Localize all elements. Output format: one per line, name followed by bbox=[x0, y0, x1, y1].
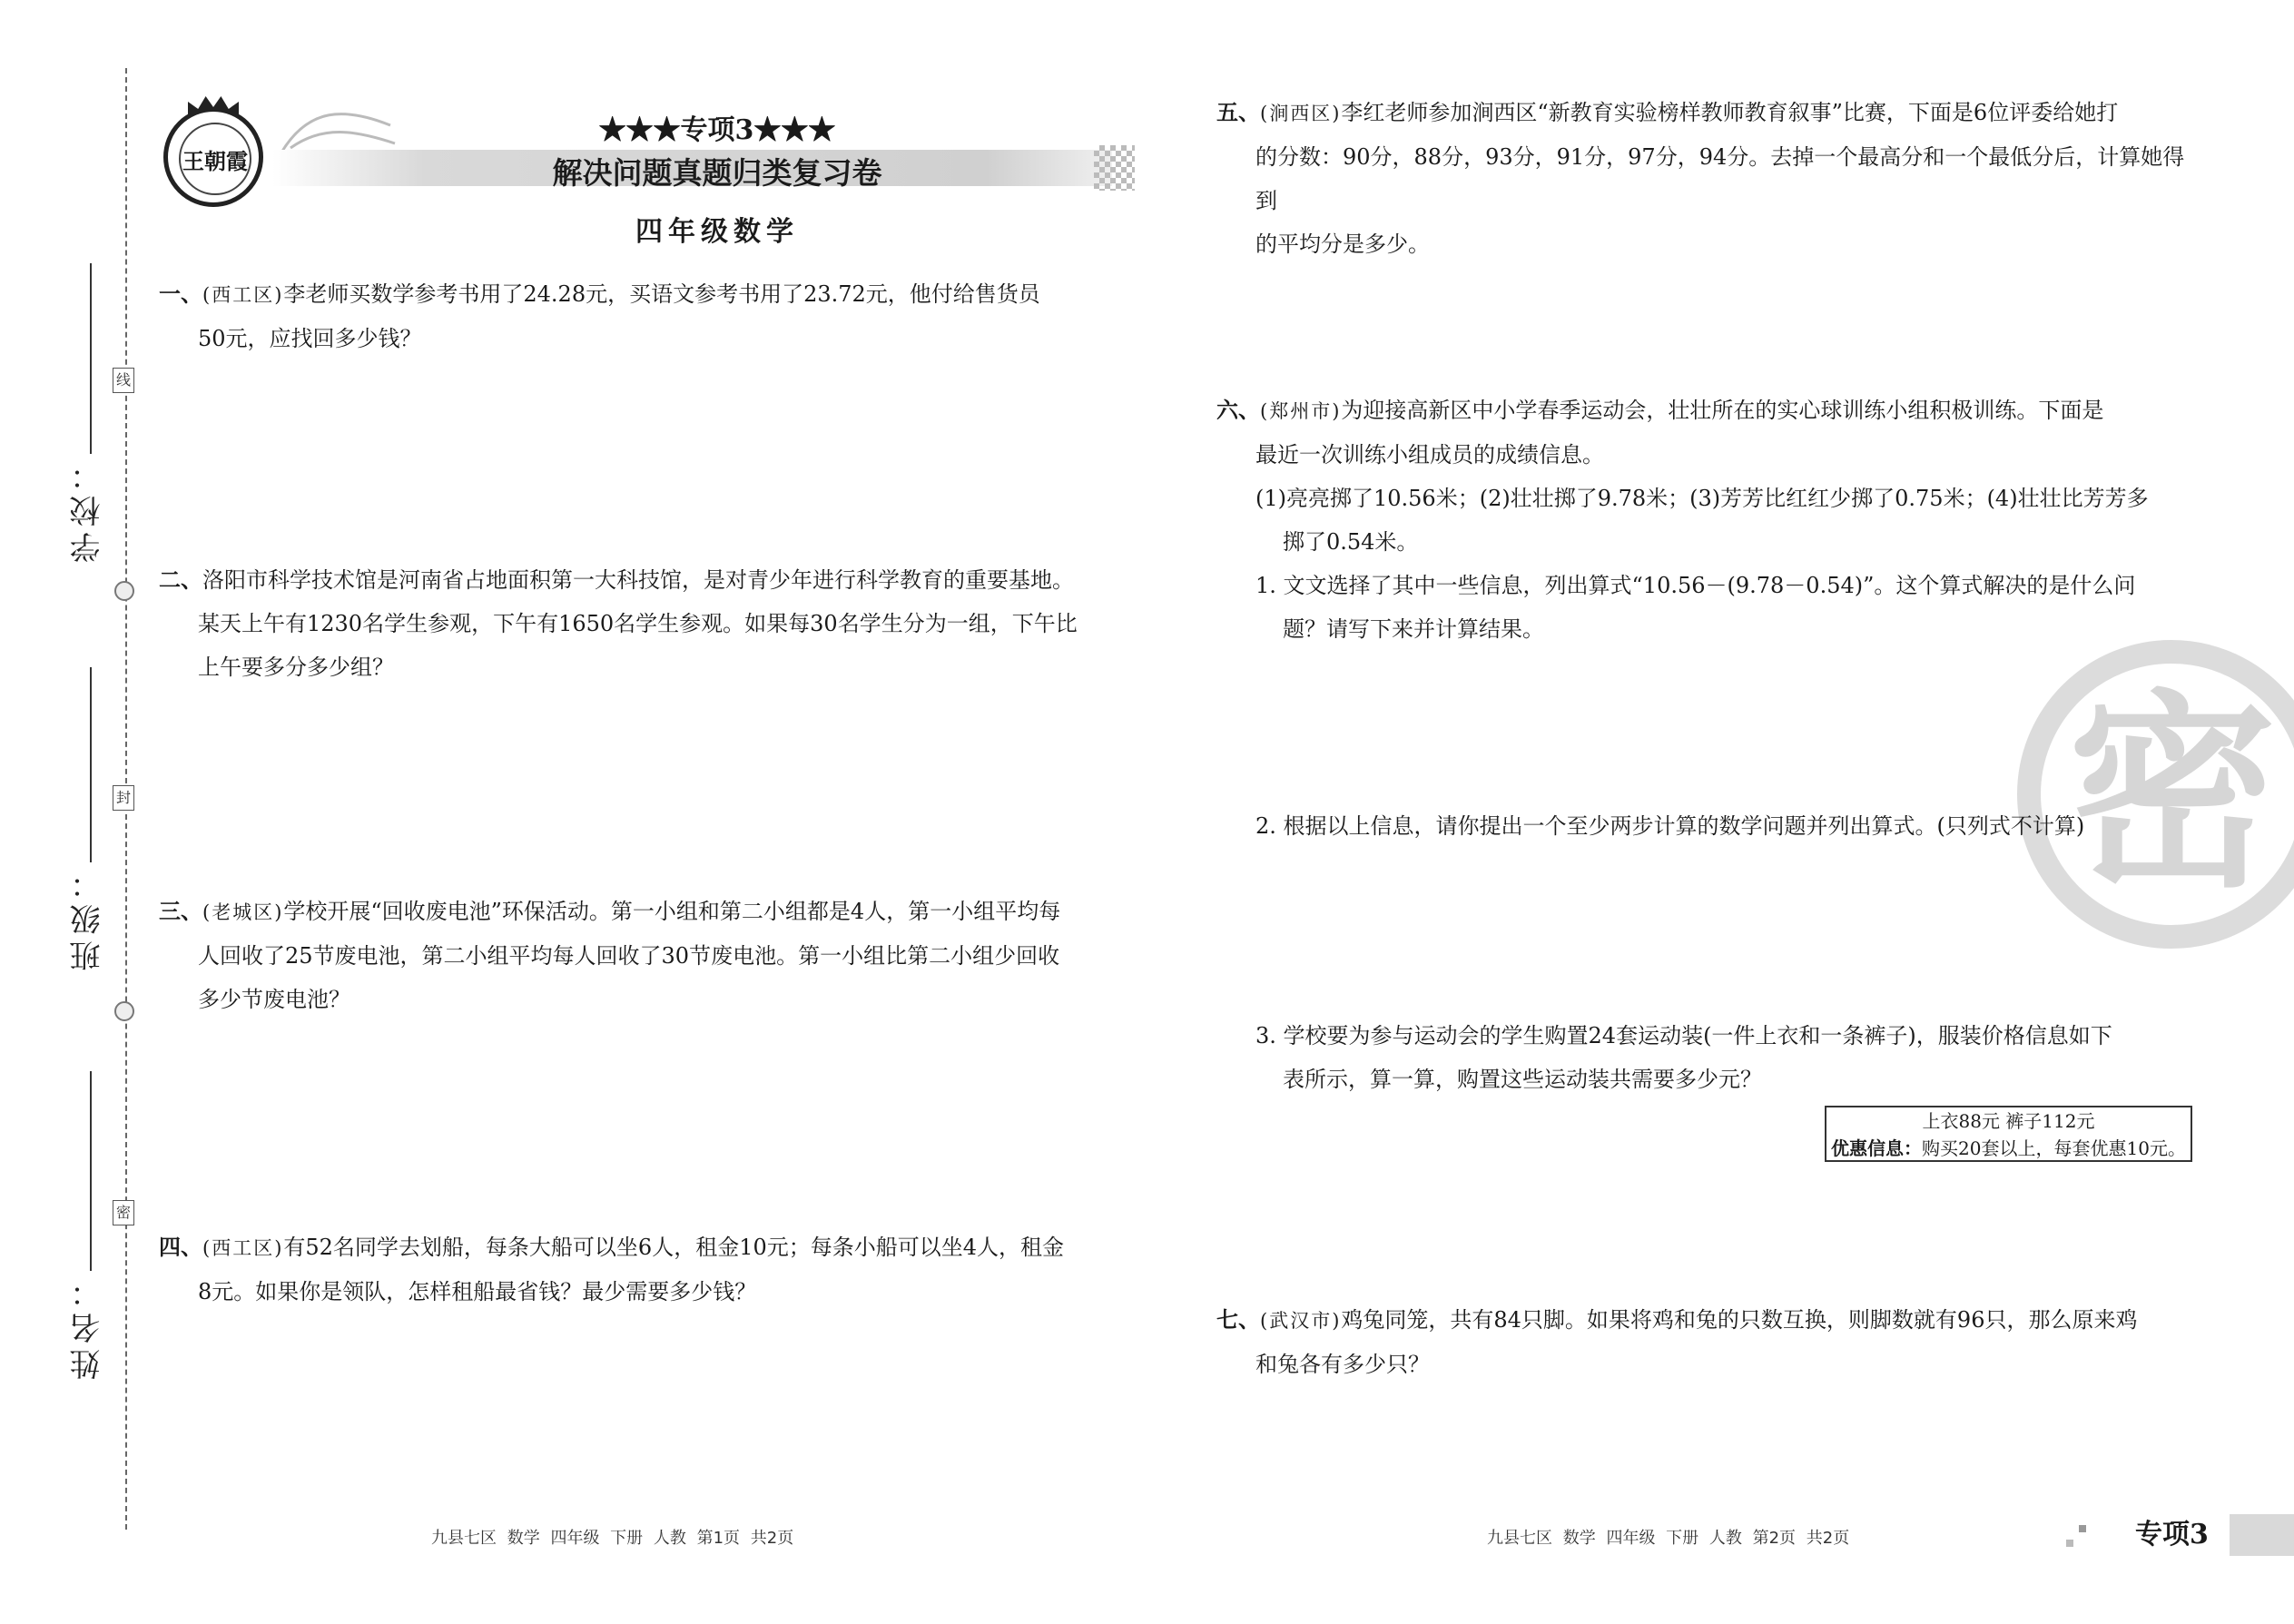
price-line: 上衣88元 裤子112元 bbox=[1922, 1110, 2095, 1132]
school-field[interactable] bbox=[90, 263, 92, 454]
question-number: 五、 bbox=[1216, 99, 1260, 125]
question-text: 的平均分是多少。 bbox=[1255, 231, 1430, 257]
question-region: (老城区) bbox=[202, 901, 284, 923]
question-text: 某天上午有1230名学生参观，下午有1650名学生参观。如果每30名学生分为一组，下午比 bbox=[198, 611, 1078, 636]
question-text: 人回收了25节废电池，第二小组平均每人回收了30节废电池。第一小组比第二小组少回收 bbox=[198, 943, 1060, 969]
question-region: (武汉市) bbox=[1260, 1310, 1342, 1332]
question-text: 洛阳市科学技术馆是河南省占地面积第一大科技馆，是对青少年进行科学教育的重要基地。 bbox=[202, 567, 1074, 593]
footer-right: 九县七区 数学 四年级 下册 人教 第2页 共2页 bbox=[1487, 1529, 1850, 1548]
binding-ornament bbox=[114, 581, 134, 601]
question-text: 最近一次训练小组成员的成绩信息。 bbox=[1255, 442, 1604, 468]
question-7 bbox=[1216, 1298, 2197, 1386]
question-text: 上午要多分多少组？ bbox=[198, 655, 394, 680]
question-text: 为迎接高新区中小学春季运动会，壮壮所在的实心球训练小组积极训练。下面是 bbox=[1341, 398, 2104, 423]
question-text: 50元，应找回多少钱？ bbox=[198, 326, 422, 351]
series-label: ★★★专项3★★★ bbox=[598, 114, 836, 146]
subquestion-text: 3. 学校要为参与运动会的学生购置24套运动装(一件上衣和一条裤子)，服装价格信息如下 bbox=[1255, 1023, 2112, 1048]
discount-label: 优惠信息： bbox=[1831, 1137, 1923, 1159]
question-1 bbox=[159, 272, 1139, 360]
seal-mark-line: 线 bbox=[113, 368, 134, 393]
section-tab-label: 专项3 bbox=[2135, 1519, 2209, 1550]
class-label: 班级： bbox=[70, 862, 106, 971]
question-region: (西工区) bbox=[202, 284, 284, 306]
question-text: 鸡兔同笼，共有84只脚。如果将鸡和兔的只数互换，则脚数就有96只，那么原来鸡 bbox=[1341, 1307, 2138, 1333]
page-title: 解决问题真题归类复习卷 bbox=[552, 155, 882, 191]
info-list: 掷了0.54米。 bbox=[1283, 529, 1419, 555]
name-field[interactable] bbox=[90, 1071, 92, 1271]
tab-decoration bbox=[2066, 1540, 2073, 1547]
question-text: 有52名同学去划船，每条大船可以坐6人，租金10元；每条小船可以坐4人，租金 bbox=[283, 1235, 1065, 1260]
question-text: 和兔各有多少只？ bbox=[1255, 1352, 1430, 1377]
section-tab-bar bbox=[2230, 1514, 2294, 1556]
question-number: 三、 bbox=[159, 898, 202, 924]
subquestion-text: 表所示，算一算，购置这些运动装共需要多少元？ bbox=[1283, 1067, 1762, 1092]
question-text: 李红老师参加涧西区“新教育实验榜样教师教育叙事”比赛，下面是6位评委给她打 bbox=[1341, 100, 2119, 125]
info-list: (1)亮亮掷了10.56米；(2)壮壮掷了9.78米；(3)芳芳比红红少掷了0.75米；(4)壮壮比芳芳多 bbox=[1255, 486, 2149, 511]
question-number: 七、 bbox=[1216, 1306, 1260, 1333]
question-number: 四、 bbox=[159, 1234, 202, 1260]
question-3 bbox=[159, 890, 1139, 1021]
seal-mark-secret: 密 bbox=[113, 1200, 134, 1225]
question-text: 多少节废电池？ bbox=[198, 987, 350, 1012]
page-subtitle: 四年级数学 bbox=[635, 216, 799, 248]
question-4 bbox=[159, 1225, 1139, 1314]
footer-left: 九县七区 数学 四年级 下册 人教 第1页 共2页 bbox=[431, 1529, 794, 1548]
name-label: 姓名： bbox=[70, 1271, 106, 1380]
price-info-box bbox=[1825, 1106, 2192, 1162]
question-text: 的分数：90分，88分，93分，91分，97分，94分。去掉一个最高分和一个最低分后，计算她得到 bbox=[1255, 144, 2185, 213]
question-text: 李老师买数学参考书用了24.28元，买语文参考书用了23.72元，他付给售货员 bbox=[283, 281, 1040, 307]
question-number: 二、 bbox=[159, 566, 202, 593]
discount-text: 购买20套以上，每套优惠10元。 bbox=[1922, 1137, 2186, 1159]
watermark-seal bbox=[2017, 640, 2294, 949]
question-2 bbox=[159, 558, 1139, 689]
subquestion-2: 2. 根据以上信息，请你提出一个至少两步计算的数学问题并列出算式。(只列式不计算) bbox=[1255, 813, 2085, 839]
question-text: 学校开展“回收废电池”环保活动。第一小组和第二小组都是4人，第一小组平均每 bbox=[283, 899, 1061, 924]
question-number: 一、 bbox=[159, 281, 202, 307]
question-text: 8元。如果你是领队，怎样租船最省钱？最少需要多少钱？ bbox=[198, 1279, 757, 1304]
question-region: (涧西区) bbox=[1260, 103, 1342, 124]
banner-checker-pattern bbox=[1094, 145, 1135, 191]
logo-text: 王朝霞 bbox=[179, 123, 251, 195]
publisher-logo bbox=[163, 107, 263, 207]
question-region: (郑州市) bbox=[1260, 400, 1342, 422]
binding-ornament bbox=[114, 1001, 134, 1021]
subquestion-3 bbox=[1255, 1014, 2200, 1101]
subquestion-1: 1. 文文选择了其中一些信息，列出算式“10.56－(9.78－0.54)”。这个算式解决的是什么问 bbox=[1255, 573, 2136, 598]
question-6 bbox=[1216, 389, 2197, 651]
question-5 bbox=[1216, 91, 2197, 266]
question-region: (西工区) bbox=[202, 1237, 284, 1259]
tab-decoration bbox=[2079, 1525, 2086, 1532]
seal-mark-seal: 封 bbox=[113, 785, 134, 811]
school-label: 学校： bbox=[70, 454, 106, 563]
class-field[interactable] bbox=[90, 667, 92, 862]
question-number: 六、 bbox=[1216, 397, 1260, 423]
watermark-char: 密 bbox=[2068, 674, 2278, 916]
subquestion-1: 题？请写下来并计算结果。 bbox=[1283, 616, 1544, 642]
